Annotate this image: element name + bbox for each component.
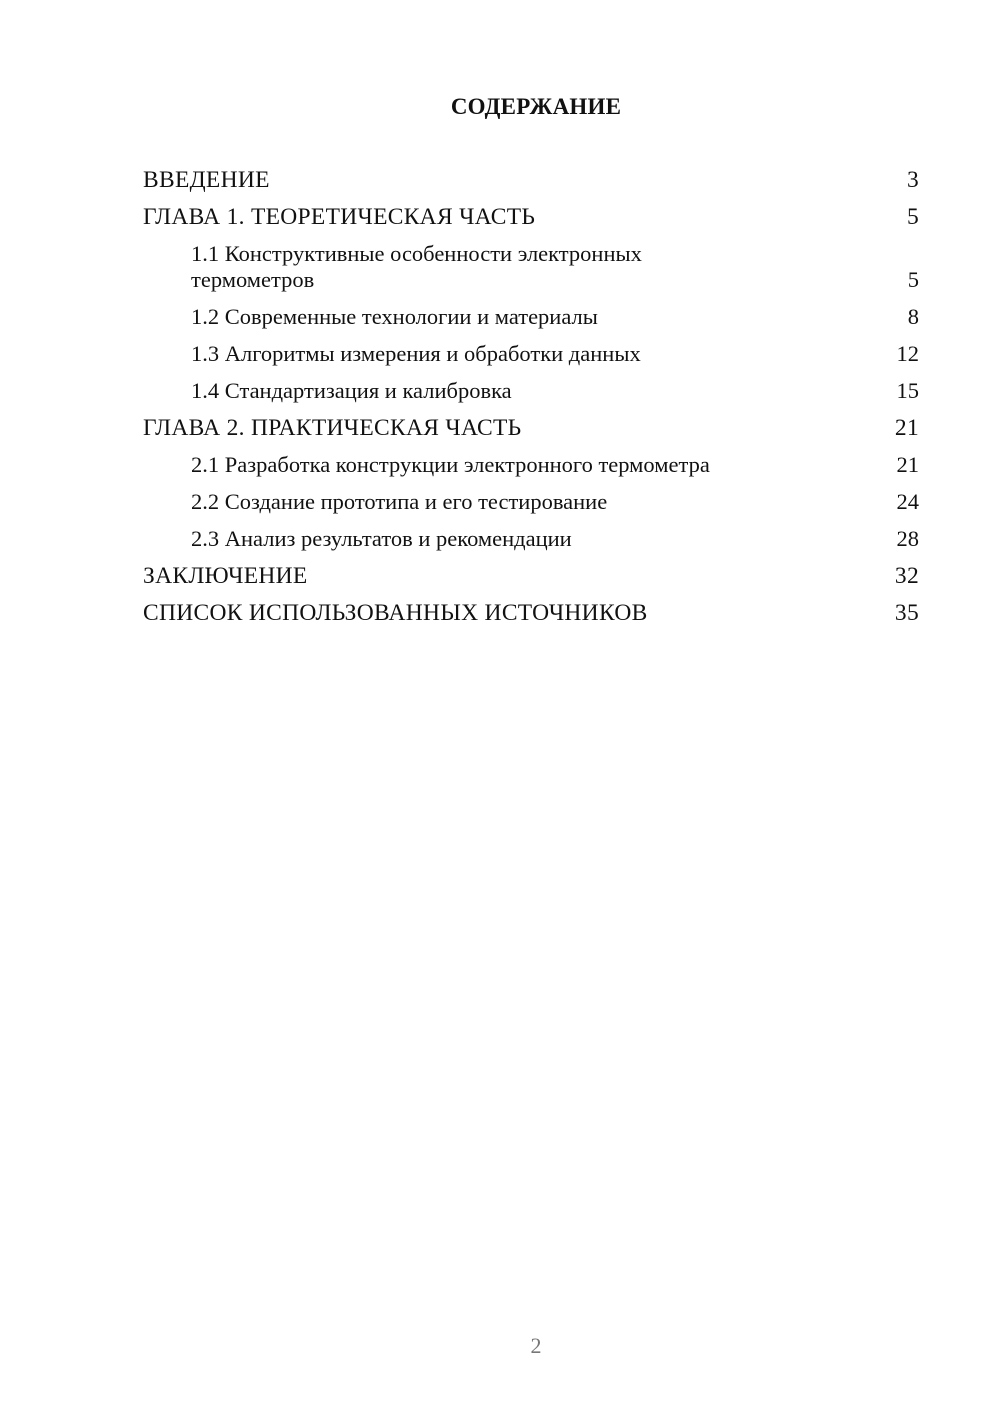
toc-entry-page: 12 <box>896 341 919 366</box>
toc-entry-title: 1.4 Стандартизация и калибровка <box>191 378 512 403</box>
toc-entry-title: 2.3 Анализ результатов и рекомендации <box>191 526 572 551</box>
toc-entry-title: ГЛАВА 2. ПРАКТИЧЕСКАЯ ЧАСТЬ <box>143 415 522 441</box>
toc-entry-title: СПИСОК ИСПОЛЬЗОВАННЫХ ИСТОЧНИКОВ <box>143 600 648 626</box>
toc-entry-page: 35 <box>894 600 919 626</box>
toc-subentry <box>143 241 919 293</box>
toc-subentry <box>143 378 919 404</box>
toc-entry-page: 24 <box>896 489 919 514</box>
toc-entry-title: 1.2 Современные технологии и материалы <box>191 304 598 329</box>
toc-subentry <box>143 452 919 478</box>
toc-entry-title: ЗАКЛЮЧЕНИЕ <box>143 563 308 589</box>
toc-entry <box>143 204 919 230</box>
toc-entry-page: 21 <box>894 415 919 441</box>
toc-subentry <box>143 489 919 515</box>
toc-entry <box>143 415 919 441</box>
toc-title: СОДЕРЖАНИЕ <box>450 94 622 119</box>
toc-entry-title: 2.1 Разработка конструкции электронного термометра <box>191 452 710 477</box>
toc-subentry <box>143 526 919 552</box>
toc-entry-title: 2.2 Создание прототипа и его тестирование <box>191 489 608 514</box>
toc-entry-page: 5 <box>907 267 919 292</box>
toc-subentry <box>143 304 919 330</box>
toc-entry <box>143 563 919 589</box>
toc-entry <box>143 167 919 193</box>
toc-entry-title: 1.1 Конструктивные особенности электронных термометров <box>191 241 642 292</box>
page-number: 2 <box>530 1333 542 1358</box>
toc-entry-page: 15 <box>896 378 919 403</box>
toc-entry-page: 5 <box>906 204 919 230</box>
toc-entry-page: 32 <box>894 563 919 589</box>
toc-entry-title: ГЛАВА 1. ТЕОРЕТИЧЕСКАЯ ЧАСТЬ <box>143 204 536 230</box>
toc-entry-title: 1.3 Алгоритмы измерения и обработки данных <box>191 341 641 366</box>
toc-subentry <box>143 341 919 367</box>
toc-entry-page: 28 <box>896 526 919 551</box>
table-of-contents <box>143 167 919 637</box>
toc-entry <box>143 600 919 626</box>
toc-entry-page: 3 <box>906 167 919 193</box>
toc-entry-title: ВВЕДЕНИЕ <box>143 167 270 193</box>
toc-entry-page: 21 <box>896 452 919 477</box>
toc-entry-page: 8 <box>907 304 919 329</box>
